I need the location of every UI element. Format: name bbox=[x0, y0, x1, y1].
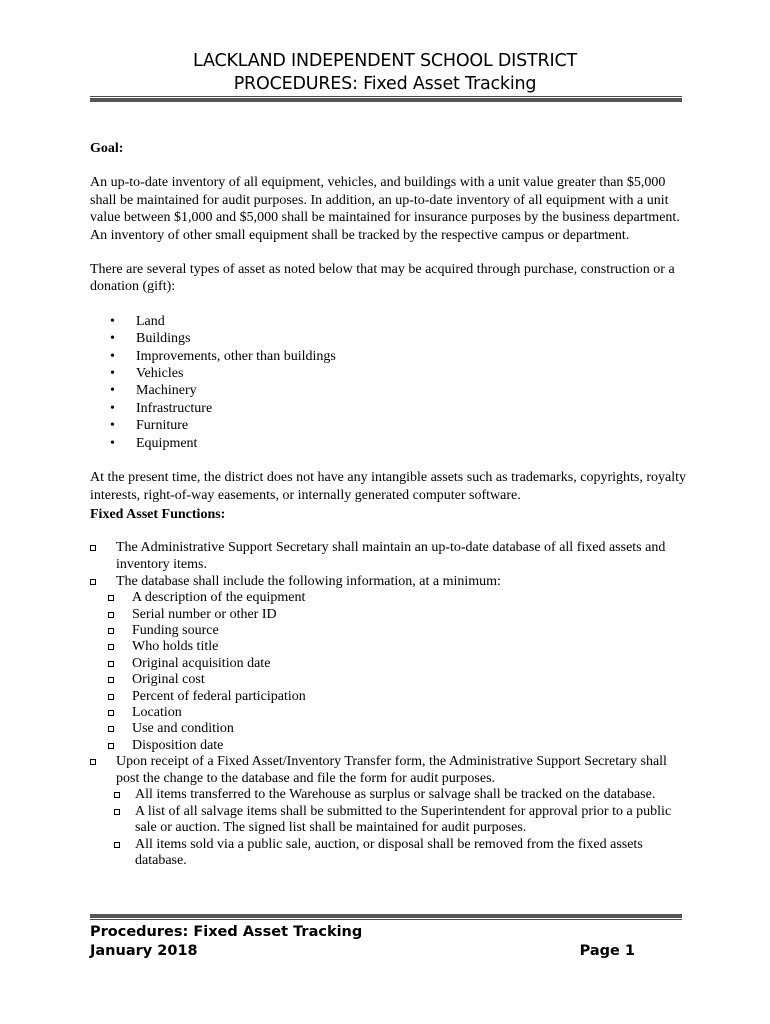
list-item: Serial number or other ID bbox=[90, 607, 690, 623]
footer-divider bbox=[90, 914, 682, 920]
database-fields-list bbox=[90, 590, 690, 754]
checkbox-square-icon bbox=[114, 809, 120, 815]
checkbox-square-icon bbox=[108, 710, 114, 716]
checkbox-square-icon bbox=[108, 595, 114, 601]
list-item: • Land bbox=[110, 313, 165, 329]
list-item: Funding source bbox=[90, 623, 690, 639]
list-item: The Administrative Support Secretary shall maintain an up-to-date database of all fixed assets and inventory items. bbox=[90, 540, 690, 573]
list-item: • Machinery bbox=[110, 383, 197, 399]
checkbox-square-icon bbox=[90, 579, 96, 585]
checkbox-square-icon bbox=[108, 661, 114, 667]
checkbox-square-icon bbox=[90, 545, 96, 551]
checkbox-square-icon bbox=[108, 612, 114, 618]
list-item: Original acquisition date bbox=[90, 656, 690, 672]
list-item: All items transferred to the Warehouse as surplus or salvage shall be tracked on the database. bbox=[90, 787, 690, 803]
page-number: Page 1 bbox=[579, 943, 635, 959]
list-item: A list of all salvage items shall be submitted to the Superintendent for approval prior to a public sale or auction. The signed list shall be maintained for audit purposes. bbox=[90, 804, 690, 837]
checkbox-square-icon bbox=[108, 694, 114, 700]
list-item: Percent of federal participation bbox=[90, 689, 690, 705]
list-item: • Vehicles bbox=[110, 366, 184, 382]
list-item: A description of the equipment bbox=[90, 590, 690, 606]
transfer-rules-list bbox=[90, 787, 690, 869]
list-item: Use and condition bbox=[90, 721, 690, 737]
page-header bbox=[0, 50, 770, 96]
list-item: Who holds title bbox=[90, 639, 690, 655]
goal-paragraph-3: At the present time, the district does not have any intangible assets such as trademarks, copyrights, royalty interests, right-of-way easements, or internally generated computer software. bbox=[90, 470, 687, 503]
goal-section bbox=[90, 140, 690, 504]
asset-type-list bbox=[90, 313, 690, 452]
checkbox-square-icon bbox=[114, 792, 120, 798]
list-item: • Buildings bbox=[110, 331, 191, 347]
list-item: All items sold via a public sale, auction, or disposal shall be removed from the fixed assets database. bbox=[90, 837, 690, 870]
list-item: Original cost bbox=[90, 672, 690, 688]
list-item: Upon receipt of a Fixed Asset/Inventory Transfer form, the Administrative Support Secretary shall post the change to the database and file the form for audit purposes. All items transferred to the Warehouse as surplus or salvage shall be tracked on the database. A list of all salvage items shall be submitted to the Superintendent for approval prior to a public sale or auction. The signed list shall be maintained for audit purposes. All items sold via a public sale, auction, or disposal shall be removed from the fixed assets database. bbox=[90, 754, 690, 869]
procedure-title: PROCEDURES: Fixed Asset Tracking bbox=[233, 74, 537, 94]
list-item: Location bbox=[90, 705, 690, 721]
goal-paragraph-1: An up-to-date inventory of all equipment, vehicles, and buildings with a unit value greater than $5,000 shall be maintained for audit purposes. In addition, an up-to-date inventory of all equipment with a unit value between $1,000 and $5,000 shall be maintained for insurance purposes by the business department. An inventory of other small equipment shall be tracked by the respective campus or department. bbox=[90, 175, 680, 243]
checkbox-square-icon bbox=[114, 842, 120, 848]
checkbox-square-icon bbox=[108, 677, 114, 683]
functions-list bbox=[90, 540, 690, 869]
list-item: • Equipment bbox=[110, 435, 198, 451]
goal-heading: Goal: bbox=[90, 141, 124, 156]
functions-section bbox=[90, 506, 690, 869]
page-footer bbox=[90, 923, 635, 961]
footer-date: January 2018 bbox=[90, 943, 198, 959]
checkbox-square-icon bbox=[108, 743, 114, 749]
checkbox-square-icon bbox=[90, 759, 96, 765]
header-divider bbox=[90, 96, 682, 102]
footer-title: Procedures: Fixed Asset Tracking bbox=[90, 924, 363, 940]
functions-heading: Fixed Asset Functions: bbox=[90, 507, 226, 522]
list-item: The database shall include the following information, at a minimum: A description of the equipment Serial number or other ID Funding source Who holds title Original acquisition date Original cost Percent of federal participation Location Use and condition Disposition date bbox=[90, 574, 690, 755]
checkbox-square-icon bbox=[108, 726, 114, 732]
list-item: • Furniture bbox=[110, 418, 189, 434]
district-name: LACKLAND INDEPENDENT SCHOOL DISTRICT bbox=[193, 51, 577, 71]
list-item: Disposition date bbox=[90, 738, 690, 754]
checkbox-square-icon bbox=[108, 644, 114, 650]
list-item: • Improvements, other than buildings bbox=[110, 348, 336, 364]
goal-paragraph-2: There are several types of asset as noted below that may be acquired through purchase, construction or a donation (gift): bbox=[90, 262, 675, 295]
list-item: • Infrastructure bbox=[110, 400, 213, 416]
checkbox-square-icon bbox=[108, 628, 114, 634]
